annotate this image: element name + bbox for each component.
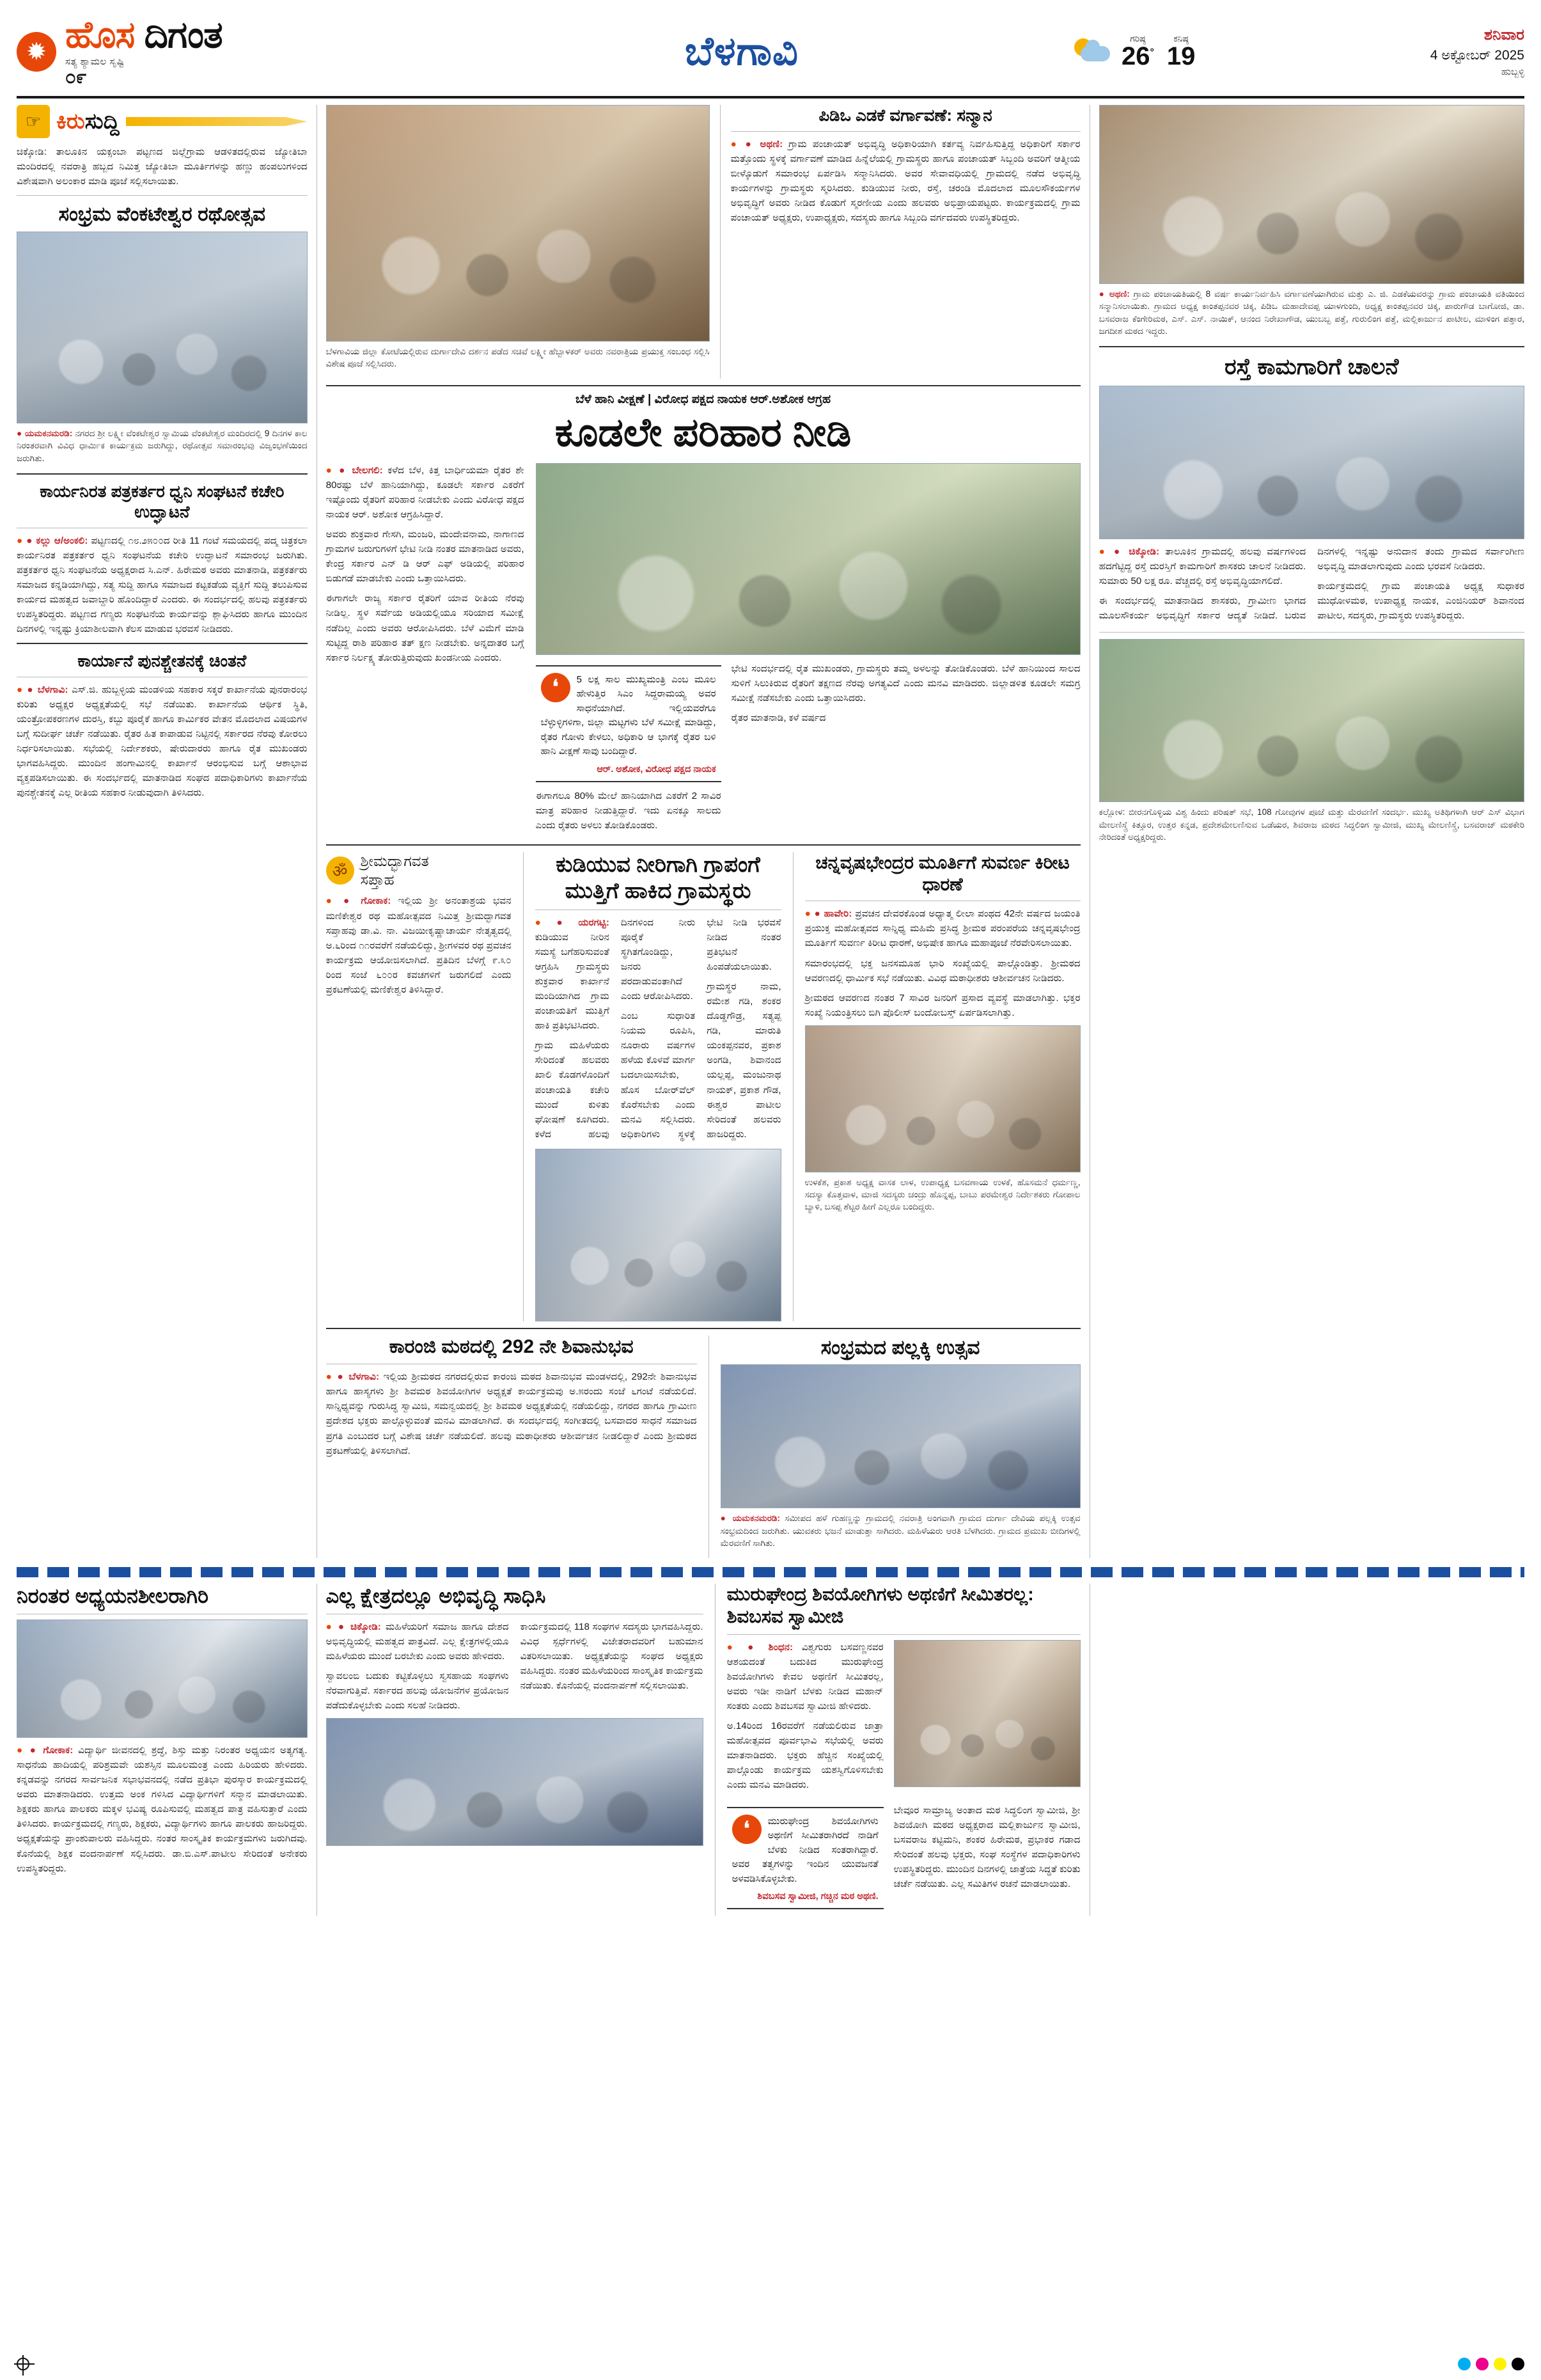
- murughendra-quote-attribution: ಶಿವಬಸವ ಸ್ವಾಮೀಜಿ, ಗಚ್ಚಿನ ಮಠ ಅಥಣಿ.: [757, 1891, 879, 1902]
- magenta-swatch: [1476, 2358, 1489, 2370]
- crown-text-2: ಸಮಾರಂಭದಲ್ಲಿ ಭಕ್ತ ಜನಸಮೂಹ ಭಾರಿ ಸಂಖ್ಯೆಯಲ್ಲಿ ಪಾಲ್ಗೊಂಡಿತ್ತು. ಶ್ರೀಮಠದ ಆವರಣದಲ್ಲಿ ಧಾರ್ಮಿಕ ಸಭೆ ನಡೆಯಿತು. ವಿವಿಧ ಮಠಾಧೀಶರು ಆಶೀರ್ವಚನ ನೀಡಿದರು.: [804, 958, 1081, 984]
- weather-max: ಗರಿಷ್ಠ 26°: [1122, 33, 1154, 71]
- registration-mark-icon: [17, 2358, 29, 2370]
- black-swatch: [1512, 2358, 1524, 2370]
- page-number: ೦೯: [65, 67, 87, 88]
- dev-text-2: ಸ್ವಾವಲಂಬಿ ಬದುಕು ಕಟ್ಟಿಕೊಳ್ಳಲು ಸ್ವಸಹಾಯ ಸಂಘಗಳು ನೆರವಾಗುತ್ತಿವೆ. ಸರ್ಕಾರದ ಹಲವು ಯೋಜನೆಗಳ ಪ್ರಯೋಜನ ಪಡೆದುಕೊಳ್ಳಬೇಕು ಎಂದು ಸಲಹೆ ನೀಡಿದರು.: [325, 1671, 509, 1712]
- bhagavata-title-2: ಸಪ್ತಾಹ: [360, 871, 395, 888]
- masthead: [17, 14, 1524, 99]
- headline-pdo-transfer[interactable]: ಪಿಡಿಒ ಎಡಕೆ ವರ್ಗಾವಣೆ: ಸನ್ಮಾನ: [818, 106, 992, 125]
- school-students-group-photo: [326, 1718, 703, 1846]
- cyan-swatch: [1458, 2358, 1471, 2370]
- om-icon: ॐ: [326, 856, 354, 885]
- palanquin-caption: ● ಯಮಕನಮರಡಿ: ಸಮೀಪದ ಹಳೆ ಗುಹಣ್ಣನ್ನು ಗ್ರಾಮದಲ್ಲಿ ನವರಾತ್ರಿ ಅಂಗವಾಗಿ ಗ್ರಾಮದ ದುರ್ಗಾ ದೇವಿಯ ಪಲ್ಲಕ್ಕಿ ಉತ್ಸವ ಸಂಭ್ರಮದಿಂದ ಜರುಗಿತು. ಯುವಕರು ಭಜನೆ ಮಾಡುತ್ತಾ ಸಾಗಿದರು. ಮಹಿಳೆಯರು ಆರತಿ ಬೆಳಗಿದರು. ಗ್ರಾಮದ ಪ್ರಮುಖ ಬೀದಿಗಳಲ್ಲಿ ಮೆರವಣಿಗೆ ಸಾಗಿತು.: [720, 1513, 1081, 1548]
- headline-karyane[interactable]: ಕಾರ್ಯಾನೆ ಪುನಶ್ಚೇತನಕ್ಕೆ ಚಿಂತನೆ: [77, 651, 247, 671]
- lead-text-credits: ರೈತರ ಮಾತನಾಡಿ, ಕಳೆ ವರ್ಷದ: [731, 712, 826, 723]
- dev-text-3: ಕಾರ್ಯಕ್ರಮದಲ್ಲಿ 118 ಸಂಘಗಳ ಸದಸ್ಯರು ಭಾಗವಹಿಸಿದ್ದರು. ವಿವಿಧ ಸ್ಪರ್ಧೆಗಳಲ್ಲಿ ವಿಜೇತರಾದವರಿಗೆ ಬಹುಮಾನ ವಿತರಿಸಲಾಯಿತು. ಅಧ್ಯಕ್ಷತೆಯನ್ನು ಸಂಘದ ಅಧ್ಯಕ್ಷರು ವಹಿಸಿದ್ದರು. ನಂತರ ಮಹಿಳೆಯರಿಂದ ಸಾಂಸ್ಕೃತಿಕ ಕಾರ್ಯಕ್ರಮ ನಡೆಯಿತು. ಕೊನೆಯಲ್ಲಿ ವಂದನಾರ್ಪಣೆ ಸಲ್ಲಿಸಲಾಯಿತು.: [520, 1621, 703, 1692]
- weather-min: ಕನಿಷ್ಠ 19: [1166, 33, 1196, 71]
- photo-caption-venkateshwara: ● ಯಮಕನಮರಡಿ: ನಗರದ ಶ್ರೀ ಲಕ್ಷ್ಮೀ ವೆಂಕಟೇಶ್ವರ ಸ್ವಾಮಿಯ ವೆಂಕಟೇಶ್ವರ ಮಂದಿರದಲ್ಲಿ 9 ದಿನಗಳ ಕಾಲ ನಿರಂತರವಾಗಿ ವಿವಿಧ ಧಾರ್ಮಿಕ ಕಾರ್ಯಕ್ರಮ ಜರುಗಿದ್ದು, ರಥೋತ್ಸವ ಸಮಾರಂಭವು ವಿಜೃಂಭಣೆಯಿಂದ ಜರುಗಿತು.: [17, 429, 308, 463]
- kiru-suddi-text: ಚಿಕ್ಕೋಡಿ: ತಾಲೂಕಿನ ಯಕ್ಸಂಬಾ ಪಟ್ಟಣದ ಜಿಲ್ಲೆಗ್ರಾಮ ಆಡಳಿತದಲ್ಲಿರುವ ಜ್ಯೋತಿಬಾ ಮಂದಿರದಲ್ಲಿ ನವರಾತ್ರಿ ಹಬ್ಬದ ನಿಮಿತ್ತ ಜ್ಯೋತಿಬಾ ಮೂರ್ತಿಗಳನ್ನು ಹಣ್ಣು ಹಂಪಲುಗಳಿಂದ ವಿಶೇಷವಾಗಿ ಅಲಂಕಾರ ಮಾಡಿ ಪೂಜೆ ಸಲ್ಲಿಸಲಾಯಿತು.: [17, 146, 308, 187]
- bhagavata-title-1: ಶ್ರೀಮದ್ಭಾಗವತ: [360, 852, 429, 869]
- bottom-column-right: [1090, 1584, 1524, 1916]
- water-text-2: ಗ್ರಾಮ ಮಹಿಳೆಯರು ಸೇರಿದಂತೆ ಹಲವರು ಖಾಲಿ ಕೊಡಗಳೊಂದಿಗೆ ಪಂಚಾಯತಿ ಕಚೇರಿ ಮುಂದೆ ಕುಳಿತು ಘೋಷಣೆ ಕೂಗಿದರು. ಕಳೆದ ಹಲವು ದಿನಗಳಿಂದ ನೀರು ಪೂರೈಕೆ ಸ್ಥಗಿತಗೊಂಡಿದ್ದು, ಜನರು ಪರದಾಡುವಂತಾಗಿದೆ ಎಂದು ಆರೋಪಿಸಿದರು.: [535, 917, 696, 1140]
- paper-tagline: ಸತ್ಯ ಶ್ಯಾಮಲ ಸೃಷ್ಟಿ: [65, 56, 125, 67]
- bottom-grid: [17, 1584, 1524, 1916]
- bhagavata-box: [326, 852, 512, 1321]
- yellow-swatch: [1494, 2358, 1506, 2370]
- palanquin-article: [708, 1336, 1081, 1558]
- murughendra-article: ಮುರುಘೇಂದ್ರ ಶಿವಯೋಗಿಗಳು ಅಥಣಿಗೆ ಸೀಮಿತರಲ್ಲ: ಶಿವಬಸವ ಸ್ವಾಮೀಜಿ ● ● ಶಿಂಧನ: ವಿಶ್ವಗುರು ಬಸವಣ್ಣನವರ ಆಶಯದಂತೆ ಬದುಕಿದ ಮುರುಘೇಂದ್ರ ಶಿವಯೋಗಿಗಳು ಕೇವಲ ಅಥಣಿಗೆ ಸೀಮಿತರಲ್ಲ, ಅವರು ಇಡೀ ನಾಡಿಗೆ ಬೆಳಕು ನೀಡಿದ ಮಹಾನ್ ಸಂತರು ಎಂದು ಶಿವಬಸವ ಸ್ವಾಮೀಜಿ ಹೇಳಿದರು. ಅ.14ರಿಂದ 16ರವರೆಗೆ ನಡೆಯಲಿರುವ ಜಾತ್ರಾ ಮಹೋತ್ಸವದ ಪೂರ್ವಭಾವಿ ಸಭೆಯಲ್ಲಿ ಅವರು ಮಾತನಾಡಿದರು. ಭಕ್ತರು ಹೆಚ್ಚಿನ ಸಂಖ್ಯೆಯಲ್ಲಿ ಪಾಲ್ಗೊಂಡು ಕಾರ್ಯಕ್ರಮ ಯಶಸ್ವಿಗೊಳಿಸಬೇಕು ಎಂದು ಮನವಿ ಮಾಡಿದರು. ❛ ಮುರುಘೇಂದ್ರ ಶಿವಯೋಗಿಗಳು ಅಥಣಿಗೆ ಸೀಮಿತರಾಗಿರದೆ ನಾಡಿಗೆ ಬೆಳಕು ನೀಡಿದ ಸಂತರಾಗಿದ್ದಾರೆ. ಅವರ ತತ್ವಗಳನ್ನು ಇಂದಿನ ಯುವಜನತೆ ಅಳವಡಿಸಿಕೊಳ್ಳಬೇಕು. ಶಿವಬಸವ ಸ್ವಾಮೀಜಿ, ಗಚ್ಚಿನ ಮಠ ಅಥಣಿ. ಬೇವೂರ ಸಾಮ್ರಾಜ್ಯ ಅಂತಾದ ಮಠ ಸಿದ್ಧಲಿಂಗ ಸ್ವಾಮೀಜಿ, ಶ್ರೀ ಶಿವಯೋಗಿ ಮಠದ ಅಧ್ಯಕ್ಷರಾದ ಮಲ್ಲಿಕಾರ್ಜುನ ಸ್ವಾಮೀಜಿ, ಬಸವರಾಜ ಕಟ್ಟಿಮನಿ, ಶಂಕರ ಹಿರೇಮಠ, ಪ್ರಭಾಕರ ಗಡಾದ ಸೇರಿದಂತೆ ಹಲವು ಭಕ್ತರು, ಸಂಘ ಸಂಸ್ಥೆಗಳ ಪದಾಧಿಕಾರಿಗಳು ಉಪಸ್ಥಿತರಿದ್ದರು. ಮುಂದಿನ ದಿನಗಳಲ್ಲಿ ಜಾತ್ರೆಯ ಸಿದ್ಧತೆ ಕುರಿತು ಚರ್ಚೆ ನಡೆಯಿತು. ಎಲ್ಲ ಸಮಿತಿಗಳ ರಚನೆ ಮಾಡಲಾಯಿತು.: [715, 1584, 1081, 1916]
- saffron-shawl-group-photo: [1099, 639, 1524, 802]
- pointing-hand-icon: ☞: [17, 105, 50, 138]
- column-right: ● ಅಥಣಿ: ಗ್ರಾಮ ಪಂಚಾಯತಿಯಲ್ಲಿ 8 ವರ್ಷ ಕಾರ್ಯನಿರ್ವಹಿಸಿ ವರ್ಗಾವಣೆಯಾಗಿರುವ ಮತ್ತು ಎ. ಜಿ. ಎಡಕೆಯವರನ್ನು ಗ್ರಾಮ ಪಂಚಾಯತಿ ವತಿಯಿಂದ ಸನ್ಮಾನಿಸಲಾಯಿತು. ಗ್ರಾಮದ ಅಧ್ಯಕ್ಷ ಕಾಂತಪ್ಪನವರ ಚಿಕ್ಕ, ಪಿಡಿಒ ಮಹಾದೇವಪ್ಪ ಯಾಳಗುಂದಿ, ಅಧ್ಯಕ್ಷ ಕಾಂತಪ್ಪನವರ ಚಿಕ್ಕ, ಪಾರುಗೌಡ ಬಾಗೋಜಿ, ಡಾ. ಬಸವರಾಜ ಕೆಂಗೇರಿಮಠ, ಎಸ್. ಎಸ್. ನಾಯಿಕ್, ಆನಂದ ನಿರೇಖಾಗೌಡ, ಯುಬಬ್ಬ ಪತ್ತೆ, ಗುರುಲಿಂಗ ಪತ್ತೆ, ಮಲ್ಲಿಕಾರ್ಜುನ ಪಾಟೀಲ, ಮಾಳಿಂಗ ಪತ್ತಾರ, ಜಗದೀಶ ಮಠದ ಇದ್ದರು. ರಸ್ತೆ ಕಾಮಗಾರಿಗೆ ಚಾಲನೆ ● ● ಚಿಕ್ಕೋಡಿ: ತಾಲೂಕಿನ ಗ್ರಾಮದಲ್ಲಿ ಹಲವು ವರ್ಷಗಳಿಂದ ಹದಗೆಟ್ಟಿದ್ದ ರಸ್ತೆ ದುರಸ್ತಿಗೆ ಕಾಮಗಾರಿಗೆ ಶಾಸಕರು ಚಾಲನೆ ನೀಡಿದರು. ಸುಮಾರು 50 ಲಕ್ಷ ರೂ. ವೆಚ್ಚದಲ್ಲಿ ರಸ್ತೆ ಅಭಿವೃದ್ಧಿಯಾಗಲಿದೆ. ಈ ಸಂದರ್ಭದಲ್ಲಿ ಮಾತನಾಡಿದ ಶಾಸಕರು, ಗ್ರಾಮೀಣ ಭಾಗದ ಮೂಲಸೌಕರ್ಯ ಅಭಿವೃದ್ಧಿಗೆ ಸರ್ಕಾರ ಆದ್ಯತೆ ನೀಡಿದೆ. ಬರುವ ದಿನಗಳಲ್ಲಿ ಇನ್ನಷ್ಟು ಅನುದಾನ ತಂದು ಗ್ರಾಮದ ಸರ್ವಾಂಗೀಣ ಅಭಿವೃದ್ಧಿ ಮಾಡಲಾಗುವುದು ಎಂದು ಭರವಸೆ ನೀಡಿದರು. ಕಾರ್ಯಕ್ರಮದಲ್ಲಿ ಗ್ರಾಮ ಪಂಚಾಯತಿ ಅಧ್ಯಕ್ಷ ಸುಧಾಕರ ಮುಧೋಳಮಠ, ಉಪಾಧ್ಯಕ್ಷ ನಾಯಕ, ಎಂಜಿನಿಯರ್ ಶಿವಾನಂದ ಪಾಟೀಲ, ಸದಸ್ಯರು, ಗ್ರಾಮಸ್ಥರು ಉಪಸ್ಥಿತರಿದ್ದರು. ಕಲ್ಲೋಳ: ಬೀರನಗೊಳ್ಳಿಯ ವಿಶ್ವ ಹಿಂದು ಪರಿಷತ್ ಸಭೆ, 108 ಗೋವುಗಳ ಪೂಜೆ ಮತ್ತು ಮೆರವಣಿಗೆ ಸಂದರ್ಭ. ಮುಖ್ಯ ಅತಿಥಿಗಳಾಗಿ ಆರ್ ಎಸ್ ವಿಭಾಗ ಮೇಲಣಿಸ್ತ್ರೆ ಕಿತ್ತೂರ, ಉತ್ತರ ಕನ್ನಡ, ಪ್ರದೇಶಮೇಲಣಿಸುವ ಒಡೆಯರ, ಶಿವರಾಜ ಮಠದ ಸಿದ್ಧಲಿಂಗ ಸ್ವಾಮೀಜಿ, ಮುಖ್ಯ ಮೇಲಣಿಸ್ತ್ರೆ, ಬಸವರಾಜ್ ಮಠಕೇರಿ ನೇರಿದಂತೆ ಅಧ್ಯಕ್ಷರಿದ್ದರು.: [1090, 105, 1524, 1558]
- headline-murughendra[interactable]: ಮುರುಘೇಂದ್ರ ಶಿವಯೋಗಿಗಳು ಅಥಣಿಗೆ ಸೀಮಿತರಲ್ಲ: ಶಿವಬಸವ ಸ್ವಾಮೀಜಿ: [726, 1584, 1034, 1628]
- quote-mark-icon: ❛: [541, 673, 570, 702]
- lead-headline[interactable]: ಕೂಡಲೇ ಪರಿಹಾರ ನೀಡಿ: [554, 411, 852, 455]
- quote-mark-icon: ❛: [732, 1815, 762, 1844]
- temple-photo-caption: ಬೆಳಗಾವಿಯ ಜಿಲ್ಲಾ ಕೋಟೆಯಲ್ಲಿರುವ ದುರ್ಗಾದೇವಿ ದರ್ಶನ ಪಡೆದ ಸಚಿವೆ ಲಕ್ಷ್ಮೀ ಹೆಬ್ಬಾಳಕರ್ ಅವರು ನವರಾತ್ರಿಯ ಪ್ರಯುಕ್ತ ಸಂಬಂಧ ಸಲ್ಲಿಸಿ ವಿಶೇಷ ಪೂಜೆ ಸಲ್ಲಿಸಿದರು.: [325, 347, 710, 369]
- publication-date: 4 ಅಕ್ಟೋಬರ್ 2025: [1430, 48, 1524, 63]
- water-text-3: ಎಂಬ ಸುಧಾರಿತ ನಿಯಮ ರೂಪಿಸಿ, ನೂರಾರು ವರ್ಷಗಳ ಹಳೆಯ ಕೊಳವೆ ಮಾರ್ಗ ಬದಲಾಯಿಸಬೇಕು, ಹೊಸ ಬೋರ್‌ವೆಲ್ ಕೊರೆಸಬೇಕು ಎಂದು ಮನವಿ ಸಲ್ಲಿಸಿದರು. ಅಧಿಕಾರಿಗಳು ಸ್ಥಳಕ್ಕೆ ಭೇಟಿ ನೀಡಿ ಭರವಸೆ ನೀಡಿದ ನಂತರ ಪ್ರತಿಭಟನೆ ಹಿಂಪಡೆಯಲಾಯಿತು.: [620, 917, 781, 1140]
- content-grid: [17, 105, 1524, 1558]
- murughendra-text-3: ಬೇವೂರ ಸಾಮ್ರಾಜ್ಯ ಅಂತಾದ ಮಠ ಸಿದ್ಧಲಿಂಗ ಸ್ವಾಮೀಜಿ, ಶ್ರೀ ಶಿವಯೋಗಿ ಮಠದ ಅಧ್ಯಕ್ಷರಾದ ಮಲ್ಲಿಕಾರ್ಜುನ ಸ್ವಾಮೀಜಿ, ಬಸವರಾಜ ಕಟ್ಟಿಮನಿ, ಶಂಕರ ಹಿರೇಮಠ, ಪ್ರಭಾಕರ ಗಡಾದ ಸೇರಿದಂತೆ ಹಲವು ಭಕ್ತರು, ಸಂಘ ಸಂಸ್ಥೆಗಳ ಪದಾಧಿಕಾರಿಗಳು ಉಪಸ್ಥಿತರಿದ್ದರು. ಮುಂದಿನ ದಿನಗಳಲ್ಲಿ ಜಾತ್ರೆಯ ಸಿದ್ಧತೆ ಕುರಿತು ಚರ್ಚೆ ನಡೆಯಿತು. ಎಲ್ಲ ಸಮಿತಿಗಳ ರಚನೆ ಮಾಡಲಾಯಿತು.: [893, 1804, 1081, 1890]
- bhagavata-text: ● ● ಗೋಕಾಕ: ಇಲ್ಲಿಯ ಶ್ರೀ ಅನಂತಾಶ್ರಯ ಭವನ ಮಣಿಕೇಶ್ವರ ರಥ ಮಹೋತ್ಸವದ ನಿಮಿತ್ತ ಶ್ರೀಮದ್ಭಾಗವತ ಸಪ್ತಾಹವು ಡಾ.ವಿ. ನಾ. ವಿಜಯೀಕೃಷ್ಣಾಚಾರ್ಯ ನೇತೃತ್ವದಲ್ಲಿ ಅ.೬ರಿಂದ ೧೧ರವರೆಗೆ ನಡೆಯಲಿದ್ದು, ಶ್ರೀಗಳವರ ರಥ ಪ್ರವಚನ ಕಾರ್ಯಕ್ರಮ ಆಯೋಜಿಸಲಾಗಿದೆ. ಪ್ರತಿದಿನ ಬೆಳಗ್ಗೆ ೯.೩೦ ರಿಂದ ಸಂಜೆ ೬೦೦ರ ಕವಚಗಳಿಗೆ ಜರುಗಲಿದೆ ಎಂದು ಪ್ರಕಟಣೆಯಲ್ಲಿ ಮಣಿಕೇಶ್ವರ ತಿಳಿಸಿದ್ದಾರೆ.: [325, 895, 512, 995]
- column-center: [317, 105, 1090, 1558]
- palanquin-festival-photo: [721, 1364, 1081, 1508]
- kiru-suddi-banner: ☞ ಕಿರುಸುದ್ದಿ: [17, 105, 308, 138]
- murughendra-quote-text: ಮುರುಘೇಂದ್ರ ಶಿವಯೋಗಿಗಳು ಅಥಣಿಗೆ ಸೀಮಿತರಾಗಿರದೆ ನಾಡಿಗೆ ಬೆಳಕು ನೀಡಿದ ಸಂತರಾಗಿದ್ದಾರೆ. ಅವರ ತತ್ವಗಳನ್ನು ಇಂದಿನ ಯುವಜನತೆ ಅಳವಡಿಸಿಕೊಳ್ಳಬೇಕು.: [731, 1815, 879, 1884]
- print-registration-bar: [17, 2353, 1524, 2375]
- lead-quote-attribution: ಆರ್. ಅಶೋಕ, ವಿರೋಧ ಪಕ್ಷದ ನಾಯಕ: [597, 764, 716, 775]
- paper-title: ಹೊಸ ದಿಗಂತ: [65, 14, 223, 56]
- crown-photo-caption: ಉಳಕೆಶ, ಪ್ರಕಾಶ ಅಧ್ಯಕ್ಷ ವಾಸಕ ಲಾಳ, ಉಪಾಧ್ಯಕ್ಷ ಬಸವಣಾಯ ಉಳಕೆ, ಹೊಸಮನೆ ಧರ್ಮಣ್ಣ, ಸದಸ್ಯಾ ಕೊತ್ತವಾಳ, ಮಾಜಿ ಸದಸ್ಯರು ಚಂದ್ರು ಹೊನ್ನಪ್ಪ, ಬಾಬು ಪರಮೇಶ್ವರ ನಿರ್ದೇಶಕರು ಗೋಪಾಲ ಬ್ಯಾಳಿ, ಬಸಪ್ಪ ಶೆಟ್ಟರ ಹೀಗೆ ಎಲ್ಲರೂ ಬಂದಿದ್ದರು.: [804, 1177, 1081, 1212]
- section-divider-strip: [17, 1567, 1524, 1577]
- headline-karanji-math[interactable]: ಕಾರಂಜಿ ಮಠದಲ್ಲಿ 292 ನೇ ಶಿವಾನುಭವ: [389, 1336, 634, 1357]
- bottom-column-left: ನಿರಂತರ ಅಧ್ಯಯನಶೀಲರಾಗಿರಿ ● ● ಗೋಕಾಕ: ವಿದ್ಯಾರ್ಥಿ ಜೀವನದಲ್ಲಿ ಶ್ರದ್ಧೆ, ಶಿಸ್ತು ಮತ್ತು ನಿರಂತರ ಅಧ್ಯಯನ ಅತ್ಯಗತ್ಯ. ಸಾಧನೆಯ ಹಾದಿಯಲ್ಲಿ ಪರಿಶ್ರಮವೇ ಯಶಸ್ಸಿನ ಮೂಲಮಂತ್ರ ಎಂದು ಹಿರಿಯರು ಹೇಳಿದರು. ಕನ್ನಡವನ್ನು ನಗರದ ಸಾರ್ವಜನಿಕ ಸಭಾಭವನದಲ್ಲಿ ನಡೆದ ಪ್ರತಿಭಾ ಪುರಸ್ಕಾರ ಕಾರ್ಯಕ್ರಮದಲ್ಲಿ ಅವರು ಮಾತನಾಡಿದರು. ಉತ್ತಮ ಅಂಕ ಗಳಿಸಿದ ವಿದ್ಯಾರ್ಥಿಗಳಿಗೆ ಸನ್ಮಾನ ಮಾಡಲಾಯಿತು. ಶಿಕ್ಷಕರು ಹಾಗೂ ಪಾಲಕರು ಮಕ್ಕಳ ಭವಿಷ್ಯ ರೂಪಿಸುವಲ್ಲಿ ಮಹತ್ವದ ಪಾತ್ರ ವಹಿಸುತ್ತಾರೆ ಎಂದು ತಿಳಿಸಿದರು. ಕಾರ್ಯಕ್ರಮದಲ್ಲಿ ಗಣ್ಯರು, ಶಿಕ್ಷಕರು, ವಿದ್ಯಾರ್ಥಿಗಳು ಹಾಗೂ ಪಾಲಕರು ಹಾಜರಿದ್ದರು. ಅಧ್ಯಕ್ಷತೆಯನ್ನು ಪ್ರಾಂಶುಪಾಲರು ವಹಿಸಿದ್ದರು. ನಂತರ ಸಾಂಸ್ಕೃತಿಕ ಕಾರ್ಯಕ್ರಮಗಳು ಜರುಗಿದವು. ಕೊನೆಯಲ್ಲಿ ಶಿಕ್ಷಕ ವಂದನಾರ್ಪಣೆ ಸಲ್ಲಿಸಿದರು. ಡಾ.ಬಿ.ಎಸ್.ಪಾಟೀಲ ಸೇರಿದಂತೆ ಅನೇಕರು ಉಪಸ್ಥಿತರಿದ್ದರು.: [17, 1584, 317, 1916]
- lead-kicker: ಬೆಳೆ ಹಾನಿ ವೀಕ್ಷಣೆ | ವಿರೋಧ ಪಕ್ಷದ ನಾಯಕ ಆರ್.ಅಶೋಕ ಆಗ್ರಹ: [575, 393, 831, 407]
- pdo-article-text: ● ● ಅಥಣಿ: ಗ್ರಾಮ ಪಂಚಾಯತ್ ಅಭಿವೃದ್ಧಿ ಅಧಿಕಾರಿಯಾಗಿ ಕರ್ತವ್ಯ ನಿರ್ವಹಿಸುತ್ತಿದ್ದ ಅಧಿಕಾರಿಗೆ ಸರ್ಕಾರ ಮತ್ತೊಂದು ಸ್ಥಳಕ್ಕೆ ವರ್ಗಾವಣೆ ಮಾಡಿದ ಹಿನ್ನೆಲೆಯಲ್ಲಿ ಗ್ರಾಮಸ್ಥರು ಹಾಗೂ ಪಂಚಾಯತ್ ಸಿಬ್ಬಂದಿ ಅವರಿಗೆ ಆತ್ಮೀಯ ಬೀಳ್ಕೊಡುಗೆ ಸಮಾರಂಭ ಏರ್ಪಡಿಸಿ ಸನ್ಮಾನಿಸಿದರು. ಅವರ ಸೇವಾವಧಿಯಲ್ಲಿ ಗ್ರಾಮದಲ್ಲಿ ನಡೆದ ಅಭಿವೃದ್ಧಿ ಕಾರ್ಯಗಳನ್ನು ಗ್ರಾಮಸ್ಥರು ಸ್ಮರಿಸಿದರು. ಕುಡಿಯುವ ನೀರು, ರಸ್ತೆ, ಚರಂಡಿ ಮೊದಲಾದ ಮೂಲಸೌಕರ್ಯಗಳ ಅಭಿವೃದ್ಧಿಗೆ ಅವರು ನೀಡಿದ ಕೊಡುಗೆ ಸ್ಮರಣೀಯ ಎಂದು ಹಲವರು ಅಭಿಪ್ರಾಯಪಟ್ಟರು. ಕಾರ್ಯಕ್ರಮದಲ್ಲಿ ಗ್ರಾಮ ಪಂಚಾಯತ್ ಅಧ್ಯಕ್ಷರು, ಉಪಾಧ್ಯಕ್ಷರು, ಸದಸ್ಯರು ಹಾಗೂ ಸಿಬ್ಬಂದಿ ವರ್ಗದವರು ಉಪಸ್ಥಿತರಿದ್ದರು.: [730, 138, 1081, 223]
- crown-article: ಚನ್ನವೃಷಭೇಂದ್ರರ ಮೂರ್ತಿಗೆ ಸುವರ್ಣ ಕಿರೀಟ ಧಾರಣೆ ● ● ಹಾವೇರಿ: ಪ್ರವಚನ ದೇವರಕೊಂಡ ಅಧ್ಯಾತ್ಮ ಲೀಲಾ ಪಂಥದ 42ನೇ ವರ್ಷದ ಜಯಂತಿ ಪ್ರಯುಕ್ತ ಮಹೋತ್ಸವದ ಸಾನ್ನಿಧ್ಯ ಮಹಿಮೆ ಪ್ರಸಿದ್ಧ ಶ್ರೀಮಠ ಪರಂಪರೆಯ ಚನ್ನವೃಷಭೇಂದ್ರ ಮೂರ್ತಿಗೆ ಸುವರ್ಣ ಕಿರೀಟ ಧಾರಣೆ, ಅಭಿಷೇಕ ಹಾಗೂ ಮಹಾಪೂಜೆ ನೆರವೇರಿಸಲಾಯಿತು. ಸಮಾರಂಭದಲ್ಲಿ ಭಕ್ತ ಜನಸಮೂಹ ಭಾರಿ ಸಂಖ್ಯೆಯಲ್ಲಿ ಪಾಲ್ಗೊಂಡಿತ್ತು. ಶ್ರೀಮಠದ ಆವರಣದಲ್ಲಿ ಧಾರ್ಮಿಕ ಸಭೆ ನಡೆಯಿತು. ವಿವಿಧ ಮಠಾಧೀಶರು ಆಶೀರ್ವಚನ ನೀಡಿದರು. ಶ್ರೀಮಠದ ಆವರಣದ ನಂತರ 7 ಸಾವಿರ ಜನರಿಗೆ ಪ್ರಸಾದ ವ್ಯವಸ್ಥೆ ಮಾಡಲಾಗಿತ್ತು. ಭಕ್ತರ ಸಂಖ್ಯೆ ನಿಯಂತ್ರಿಸಲು ಬಿಗಿ ಪೊಲೀಸ್ ಬಂದೋಬಸ್ತ್ ಏರ್ಪಡಿಸಲಾಗಿತ್ತು. ಉಳಕೆಶ, ಪ್ರಕಾಶ ಅಧ್ಯಕ್ಷ ವಾಸಕ ಲಾಳ, ಉಪಾಧ್ಯಕ್ಷ ಬಸವಣಾಯ ಉಳಕೆ, ಹೊಸಮನೆ ಧರ್ಮಣ್ಣ, ಸದಸ್ಯಾ ಕೊತ್ತವಾಳ, ಮಾಜಿ ಸದಸ್ಯರು ಚಂದ್ರು ಹೊನ್ನಪ್ಪ, ಬಾಬು ಪರಮೇಶ್ವರ ನಿರ್ದೇಶಕರು ಗೋಪಾಲ ಬ್ಯಾಳಿ, ಬಸಪ್ಪ ಶೆಟ್ಟರ ಹೀಗೆ ಎಲ್ಲರೂ ಬಂದಿದ್ದರು.: [793, 852, 1081, 1321]
- headline-venkateshwara[interactable]: ಸಂಭ್ರಮ ವೆಂಕಟೇಶ್ವರ ರಥೋತ್ಸವ: [58, 203, 265, 226]
- karyane-article-text: ● ● ಬೆಳಗಾವಿ: ಎಸ್.ಜಿ. ಹುಬ್ಬಳ್ಳಿಯ ಮಂಡಳಿಯ ಸಹಕಾರ ಸಕ್ಕರೆ ಕಾರ್ಖಾನೆಯ ಪುನರಾರಂಭ ಕುರಿತು ಅಧ್ಯಕ್ಷರ ಅಧ್ಯಕ್ಷತೆಯಲ್ಲಿ ಸಭೆ ನಡೆಯಿತು. ಕಾರ್ಖಾನೆಯ ಆರ್ಥಿಕ ಸ್ಥಿತಿ, ಯಂತ್ರೋಪಕರಣಗಳ ದುರಸ್ತಿ, ಕಬ್ಬು ಪೂರೈಕೆ ಹಾಗೂ ಕಾರ್ಮಿಕರ ವೇತನ ಮೊದಲಾದ ವಿಷಯಗಳ ಬಗ್ಗೆ ಸುದೀರ್ಘ ಚರ್ಚೆ ನಡೆಯಿತು. ರೈತರ ಹಿತ ಕಾಪಾಡುವ ನಿಟ್ಟಿನಲ್ಲಿ ಸರ್ಕಾರದ ನೆರವು ಕೋರಲು ನಿರ್ಧರಿಸಲಾಯಿತು. ಸಭೆಯಲ್ಲಿ ನಿರ್ದೇಶಕರು, ಷೇರುದಾರರು ಹಾಗೂ ರೈತ ಮುಖಂಡರು ಭಾಗವಹಿಸಿದ್ದರು. ಮುಂದಿನ ಹಂಗಾಮಿನಲ್ಲಿ ಕಾರ್ಖಾನೆ ಆರಂಭಿಸುವ ಬಗ್ಗೆ ಆಶಾಭಾವ ವ್ಯಕ್ತಪಡಿಸಲಾಯಿತು. ಈ ಸಂದರ್ಭದಲ್ಲಿ ಮಾತನಾಡಿದ ಸಂಘದ ಪದಾಧಿಕಾರಿಗಳು ಕಾರ್ಖಾನೆಯ ಪುನಶ್ಚೇತನಕ್ಕೆ ಎಲ್ಲ ರೀತಿಯ ಸಹಕಾರ ನೀಡುವುದಾಗಿ ತಿಳಿಸಿದರು.: [17, 684, 308, 799]
- weather-widget: [1070, 34, 1281, 70]
- headline-golden-crown[interactable]: ಚನ್ನವೃಷಭೇಂದ್ರರ ಮೂರ್ತಿಗೆ ಸುವರ್ಣ ಕಿರೀಟ ಧಾರಣೆ: [815, 852, 1070, 895]
- day-of-week: ಶನಿವಾರ: [1483, 26, 1524, 43]
- temple-procession-photo: [17, 232, 308, 423]
- felicitation-caption: ● ಅಥಣಿ: ಗ್ರಾಮ ಪಂಚಾಯತಿಯಲ್ಲಿ 8 ವರ್ಷ ಕಾರ್ಯನಿರ್ವಹಿಸಿ ವರ್ಗಾವಣೆಯಾಗಿರುವ ಮತ್ತು ಎ. ಜಿ. ಎಡಕೆಯವರನ್ನು ಗ್ರಾಮ ಪಂಚಾಯತಿ ವತಿಯಿಂದ ಸನ್ಮಾನಿಸಲಾಯಿತು. ಗ್ರಾಮದ ಅಧ್ಯಕ್ಷ ಕಾಂತಪ್ಪನವರ ಚಿಕ್ಕ, ಪಿಡಿಒ ಮಹಾದೇವಪ್ಪ ಯಾಳಗುಂದಿ, ಅಧ್ಯಕ್ಷ ಕಾಂತಪ್ಪನವರ ಚಿಕ್ಕ, ಪಾರುಗೌಡ ಬಾಗೋಜಿ, ಡಾ. ಬಸವರಾಜ ಕೆಂಗೇರಿಮಠ, ಎಸ್. ಎಸ್. ನಾಯಿಕ್, ಆನಂದ ನಿರೇಖಾಗೌಡ, ಯುಬಬ್ಬ ಪತ್ತೆ, ಗುರುಲಿಂಗ ಪತ್ತೆ, ಮಲ್ಲಿಕಾರ್ಜುನ ಪಾಟೀಲ, ಮಾಳಿಂಗ ಪತ್ತಾರ, ಜಗದೀಶ ಮಠದ ಇದ್ದರು.: [1099, 289, 1524, 336]
- development-article: ಎಲ್ಲ ಕ್ಷೇತ್ರದಲ್ಲೂ ಅಭಿವೃದ್ಧಿ ಸಾಧಿಸಿ ● ● ಚಿಕ್ಕೋಡಿ: ಮಹಿಳೆಯರಿಗೆ ಸಮಾಜ ಹಾಗೂ ದೇಶದ ಅಭಿವೃದ್ಧಿಯಲ್ಲಿ ಮಹತ್ವದ ಪಾತ್ರವಿದೆ. ಎಲ್ಲ ಕ್ಷೇತ್ರಗಳಲ್ಲಿಯೂ ಮಹಿಳೆಯರು ಮುಂದೆ ಬರಬೇಕು ಎಂದು ಅವರು ಹೇಳಿದರು. ಸ್ವಾವಲಂಬಿ ಬದುಕು ಕಟ್ಟಿಕೊಳ್ಳಲು ಸ್ವಸಹಾಯ ಸಂಘಗಳು ನೆರವಾಗುತ್ತಿವೆ. ಸರ್ಕಾರದ ಹಲವು ಯೋಜನೆಗಳ ಪ್ರಯೋಜನ ಪಡೆದುಕೊಳ್ಳಬೇಕು ಎಂದು ಸಲಹೆ ನೀಡಿದರು. ಕಾರ್ಯಕ್ರಮದಲ್ಲಿ 118 ಸಂಘಗಳ ಸದಸ್ಯರು ಭಾಗವಹಿಸಿದ್ದರು. ವಿವಿಧ ಸ್ಪರ್ಧೆಗಳಲ್ಲಿ ವಿಜೇತರಾದವರಿಗೆ ಬಹುಮಾನ ವಿತರಿಸಲಾಯಿತು. ಅಧ್ಯಕ್ಷತೆಯನ್ನು ಸಂಘದ ಅಧ್ಯಕ್ಷರು ವಹಿಸಿದ್ದರು. ನಂತರ ಮಹಿಳೆಯರಿಂದ ಸಾಂಸ್ಕೃತಿಕ ಕಾರ್ಯಕ್ರಮ ನಡೆಯಿತು. ಕೊನೆಯಲ್ಲಿ ವಂದನಾರ್ಪಣೆ ಸಲ್ಲಿಸಲಾಯಿತು.: [326, 1584, 703, 1916]
- masthead-logo[interactable]: [17, 14, 413, 88]
- headline-water-protest[interactable]: ಕುಡಿಯುವ ನೀರಿಗಾಗಿ ಗ್ರಾಪಂಗೆ ಮುತ್ತಿಗೆ ಹಾಕಿದ ಗ್ರಾಮಸ್ಥರು: [556, 852, 760, 903]
- murughendra-text-2: ಅ.14ರಿಂದ 16ರವರೆಗೆ ನಡೆಯಲಿರುವ ಜಾತ್ರಾ ಮಹೋತ್ಸವದ ಪೂರ್ವಭಾವಿ ಸಭೆಯಲ್ಲಿ ಅವರು ಮಾತನಾಡಿದರು. ಭಕ್ತರು ಹೆಚ್ಚಿನ ಸಂಖ್ಯೆಯಲ್ಲಿ ಪಾಲ್ಗೊಂಡು ಕಾರ್ಯಕ್ರಮ ಯಶಸ್ವಿಗೊಳಿಸಬೇಕು ಎಂದು ಮನವಿ ಮಾಡಿದರು.: [726, 1721, 884, 1791]
- lead-text-3: ಈಗಾಗಲೇ ರಾಜ್ಯ ಸರ್ಕಾರ ರೈತರಿಗೆ ಯಾವ ರೀತಿಯ ನೆರವು ನೀಡಿಲ್ಲ. ಸ್ಥಳ ಸರ್ವೆಯ ಅಡಿಯಲ್ಲಿಯೂ ಸರಿಯಾದ ಸಮೀಕ್ಷೆ ನಡೆದಿಲ್ಲ ಎಂದು ಅವರು ಆರೋಪಿಸಿದರು. ಬೆಳೆ ವಿಮೆಗೆ ಮಾಡಿ ಸುಟ್ಟಿದ್ದ ರಾಶಿ ಪರಿಹಾರ ತತ್ ಕ್ಷಣ ನೀಡಬೇಕು. ಅನ್ನದಾತರ ಬಗ್ಗೆ ಸರ್ಕಾರ ನಿರ್ಲಕ್ಷ್ಯ ತೋರುತ್ತಿರುವುದು ಖಂಡನೀಯ ಎಂದರು.: [325, 593, 524, 663]
- headline-journalist-office[interactable]: ಕಾರ್ಯನಿರತ ಪತ್ರಕರ್ತರ ಧ್ವನಿ ಸಂಘಟನೆ ಕಚೇರಿ ಉದ್ಘಾಟನೆ: [40, 481, 285, 522]
- edition-title: ಬೆಳಗಾವಿ: [685, 29, 799, 74]
- lead-quote-box: [536, 665, 721, 782]
- water-text-4: ಗ್ರಾಮಸ್ಥರ ನಾಮ, ರಮೇಶ ಗಡಿ, ಶಂಕರ ದೊಡ್ಡಗೌಡ್ರ, ಸತ್ಯಪ್ಪ ಗಡಿ, ಮಾರುತಿ ಯಂಕಪ್ಪನವರ, ಪ್ರಕಾಶ ಅಂಗಡಿ, ಶಿವಾನಂದ ಯಲ್ಲಪ್ಪ, ಮಂಜುನಾಥ ನಾಯಕ್, ಪ್ರಕಾಶ ಗೌಡ, ಈಶ್ವರ ಪಾಟೀಲ ಸೇರಿದಂತೆ ಹಲವರು ಹಾಜರಿದ್ದರು.: [707, 981, 781, 1140]
- masthead-date-block: [1281, 25, 1524, 79]
- paper-logo-icon: ✹: [17, 32, 56, 72]
- headline-palanquin-festival[interactable]: ಸಂಭ್ರಮದ ಪಲ್ಲಕ್ಕಿ ಉತ್ಸವ: [820, 1336, 980, 1359]
- karanji-article: ಕಾರಂಜಿ ಮಠದಲ್ಲಿ 292 ನೇ ಶಿವಾನುಭವ ● ● ಬೆಳಗಾವಿ: ಇಲ್ಲಿಯ ಶ್ರೀಮಠದ ನಗರದಲ್ಲಿರುವ ಕಾರಂಜಿ ಮಠದ ಶಿವಾನುಭವ ಮಂಡಳದಲ್ಲಿ, 292ನೇ ಶಿವಾನುಭವ ಹಾಗೂ ಹಾಸ್ಯಗಳು ಶ್ರೀ ಶಿವಮಠ ಶಿವಯೋಗಿಗಳ ಅಧ್ಯಕ್ಷತೆ ಕಾರ್ಯಕ್ರಮವು ಅ.೫ರಂದು ಸಂಜೆ ೬ಗಂಟೆ ನಡೆಯಲಿದೆ. ಸಾನ್ನಿಧ್ಯವನ್ನು ಗುರುಸಿದ್ಧ ಸ್ವಾಮಿಜಿ, ಸಮನ್ವಯದಲ್ಲಿ ಶ್ರೀ ಶಿವಮಠ ಅಧ್ಯಕ್ಷತೆಯಲ್ಲಿ ನಡೆಯಲಿದ್ದು, ನಗರದ ಹಾಗೂ ಗ್ರಾಮೀಣ ಪ್ರದೇಶದ ಭಕ್ತರು ಪಾಲ್ಗೊಳ್ಳುವಂತೆ ಮನವಿ ಮಾಡಲಾಗಿದೆ. ಈ ಸಂದರ್ಭದಲ್ಲಿ ಸಂಗೀತದಲ್ಲಿ ಬಸವಾದರ ಸಾಧನೆ ಸಮಾಜದ ಪ್ರಗತಿ ಎಂಬುದರ ಬಗ್ಗೆ ವಿಶೇಷ ಚರ್ಚೆ ನಡೆಯಲಿದೆ. ಹಲವು ಮಠಾಧೀಶರು ಆಶೀರ್ವಚನ ನೀಡಲಿದ್ದಾರೆ ಎಂದು ಶ್ರೀಮಠದ ಪ್ರಕಟಣೆಯಲ್ಲಿ ತಿಳಿಸಲಾಗಿದೆ.: [325, 1336, 697, 1456]
- color-swatches: [1458, 2358, 1524, 2370]
- lead-col-a: ● ● ಬೇಲಗಲಿ: ಕಳೆದ ಬೆಳ, ಕಿತ್ತ ಬಾರ್ಧಿಯಮಾ ರೈತರ ಶೇ 80ರಷ್ಟು ಬೆಳೆ ಹಾನಿಯಾಗಿದ್ದು, ಕೂಡಲೇ ಸರ್ಕಾರ ಎಕರೆಗೆ ಇಷ್ಟೊಂದು ರೈತರಿಗೆ ಪರಿಹಾರ ನೀಡಬೇಕು ಎಂದು ವಿರೋಧ ಪಕ್ಷದ ನಾಯಕ ಆರ್. ಅಶೋಕ ಆಗ್ರಹಿಸಿದ್ದಾರೆ. ಅವರು ಶುಕ್ರವಾರ ಗೇಸಗಿ, ಮಂಜರಿ, ಮಂದೇವನಾಮ, ನಾಗಾಣದ ಗ್ರಾಮಗಳ ಜರುಗುಗಳಗೆ ಭೇಟಿ ನೀಡಿ ನಂತರ ಮಾತನಾಡಿದ ಅವರು, ಕೇಂದ್ರ ಸರ್ಕಾರ ಎನ್ ಡಿ ಆರ್ ಎಫ್ ಅಡಿಯಲ್ಲಿ ಪರಿಹಾರ ಬಿಡುಗಡೆ ಮಾಡಬೇಕು ಎಂದು ಒತ್ತಾಯಿಸಿದರು. ಈಗಾಗಲೇ ರಾಜ್ಯ ಸರ್ಕಾರ ರೈತರಿಗೆ ಯಾವ ರೀತಿಯ ನೆರವು ನೀಡಿಲ್ಲ. ಸ್ಥಳ ಸರ್ವೆಯ ಅಡಿಯಲ್ಲಿಯೂ ಸರಿಯಾದ ಸಮೀಕ್ಷೆ ನಡೆದಿಲ್ಲ ಎಂದು ಅವರು ಆರೋಪಿಸಿದರು. ಬೆಳೆ ವಿಮೆಗೆ ಮಾಡಿ ಸುಟ್ಟಿದ್ದ ರಾಶಿ ಪರಿಹಾರ ತತ್ ಕ್ಷಣ ನೀಡಬೇಕು. ಅನ್ನದಾತರ ಬಗ್ಗೆ ಸರ್ಕಾರ ನಿರ್ಲಕ್ಷ್ಯ ತೋರುತ್ತಿರುವುದು ಖಂಡನೀಯ ಎಂದರು.: [326, 463, 524, 838]
- lead-quote-text: 5 ಲಕ್ಷ ಸಾಲ ಮುಖ್ಯಮಂತ್ರಿ ಎಂಬ ಮೂಲ ಹೇಳುತ್ತಿರ ಸಿಎಂ ಸಿದ್ದರಾಮಯ್ಯ ಅವರ ಸಾಧನೆಯಾಗಿದೆ. ಇಲ್ಲಿಯವರೆಗೂ ಬೆಳ್ಳುಳ್ಳಿಗಳಿಗಾ, ಜಿಲ್ಲಾ ಮಟ್ಟಗಳು ಬೆಳೆ ಸಮೀಕ್ಷೆ ಮಾಡಿದ್ದು, ರೈತರ ಗೋಳು ಕೇಳಲು, ಅಧಿಕಾರಿ ಆ ಭಾಗಕ್ಕೆ ರೈತರ ಬಳಿ ಹಾನಿ ವೀಕ್ಷಣೆ ಸಾವು ಬಂದಿದ್ದಾರೆ.: [540, 674, 716, 757]
- journalist-article-text: ● ● ಕಲ್ಲು ಆ/ಅಂಕಲಿ: ಪಟ್ಟಣದಲ್ಲಿ ೧೮.೨೫೦೦ದ ರೀತಿ 11 ಗಂಟೆ ಸಮಯದಲ್ಲಿ ಪದ್ಮ ಚಿತ್ರಕಲಾ ಕಾರ್ಯನಿರತ ಪತ್ರಕರ್ತರ ಧ್ವನಿ ಸಂಘಟನೆಯ ಕಚೇರಿ ಉದ್ಘಾಟನೆ ಸಮಾರಂಭ ಜರುಗಿತು. ಪತ್ರಕರ್ತರ ಧ್ವನಿ ಸಂಘಟನೆಯ ಅಧ್ಯಕ್ಷರಾದ ಸಿ.ಎನ್. ಹಿರೇಮಠ ಅವರು ಮಾತನಾಡಿ, ಪತ್ರಕರ್ತರು ಸಮಾಜದ ಕನ್ನಡಿಯಾಗಿದ್ದು, ಸತ್ಯ ಸುದ್ದಿ ಹಾಗೂ ಸಮಾಜದ ಕಟ್ಟಕಡೆಯ ವ್ಯಕ್ತಿಗೆ ಸುದ್ದಿ ತಲುಪಿಸುವ ಕಾರ್ಯದ ಮಹತ್ವದ ಜವಾಬ್ದಾರಿ ಹೊಂದಿದ್ದಾರೆ ಎಂದರು. ಈ ಸಂದರ್ಭದಲ್ಲಿ ಹಲವು ಪತ್ರಕರ್ತರು ಉಪಸ್ಥಿತರಿದ್ದರು. ಪಟ್ಟಣದ ಗಣ್ಯರು ಸಂಘಟನೆಯ ಕಾರ್ಯವನ್ನು ಶ್ಲಾಘಿಸಿದರು ಹಾಗೂ ಮುಂದಿನ ದಿನಗಳಲ್ಲಿ ಇನ್ನಷ್ಟು ಕ್ರಿಯಾಶೀಲವಾಗಿ ಕೆಲಸ ಮಾಡುವ ಭರವಸೆ ನೀಡಿದರು.: [17, 535, 308, 635]
- road-work-inauguration-photo: [1099, 386, 1524, 539]
- devotees-procession-photo: [805, 1025, 1081, 1172]
- headline-continuous-study[interactable]: ನಿರಂತರ ಅಧ್ಯಯನಶೀಲರಾಗಿರಿ: [17, 1584, 209, 1607]
- print-city: ಹುಬ್ಬಳ್ಳಿ: [1501, 67, 1524, 78]
- villagers-water-pots-protest-photo: [535, 1149, 781, 1321]
- temple-photo-block: [326, 105, 710, 379]
- durga-temple-decoration-photo: [326, 105, 710, 342]
- headline-road-work[interactable]: ರಸ್ತೆ ಕಾಮಗಾರಿಗೆ ಚಾಲನೆ: [1224, 354, 1399, 379]
- column-left: [17, 105, 317, 1558]
- stage-award-ceremony-photo: [17, 1620, 308, 1738]
- vhp-meeting-caption: ಕಲ್ಲೋಳ: ಬೀರನಗೊಳ್ಳಿಯ ವಿಶ್ವ ಹಿಂದು ಪರಿಷತ್ ಸಭೆ, 108 ಗೋವುಗಳ ಪೂಜೆ ಮತ್ತು ಮೆರವಣಿಗೆ ಸಂದರ್ಭ. ಮುಖ್ಯ ಅತಿಥಿಗಳಾಗಿ ಆರ್ ಎಸ್ ವಿಭಾಗ ಮೇಲಣಿಸ್ತ್ರೆ ಕಿತ್ತೂರ, ಉತ್ತರ ಕನ್ನಡ, ಪ್ರದೇಶಮೇಲಣಿಸುವ ಒಡೆಯರ, ಶಿವರಾಜ ಮಠದ ಸಿದ್ಧಲಿಂಗ ಸ್ವಾಮೀಜಿ, ಮುಖ್ಯ ಮೇಲಣಿಸ್ತ್ರೆ, ಬಸವರಾಜ್ ಮಠಕೇರಿ ನೇರಿದಂತೆ ಅಧ್ಯಕ್ಷರಿದ್ದರು.: [1099, 807, 1524, 842]
- road-text-3: ಕಾರ್ಯಕ್ರಮದಲ್ಲಿ ಗ್ರಾಮ ಪಂಚಾಯತಿ ಅಧ್ಯಕ್ಷ ಸುಧಾಕರ ಮುಧೋಳಮಠ, ಉಪಾಧ್ಯಕ್ಷ ನಾಯಕ, ಎಂಜಿನಿಯರ್ ಶಿವಾನಂದ ಪಾಟೀಲ, ಸದಸ್ಯರು, ಗ್ರಾಮಸ್ಥರು ಉಪಸ್ಥಿತರಿದ್ದರು.: [1317, 580, 1524, 622]
- crown-text-3: ಶ್ರೀಮಠದ ಆವರಣದ ನಂತರ 7 ಸಾವಿರ ಜನರಿಗೆ ಪ್ರಸಾದ ವ್ಯವಸ್ಥೆ ಮಾಡಲಾಗಿತ್ತು. ಭಕ್ತರ ಸಂಖ್ಯೆ ನಿಯಂತ್ರಿಸಲು ಬಿಗಿ ಪೊಲೀಸ್ ಬಂದೋಬಸ್ತ್ ಏರ್ಪಡಿಸಲಾಗಿತ್ತು.: [804, 992, 1081, 1018]
- banner-arrow-icon: [126, 117, 308, 126]
- lead-story: [326, 393, 1081, 838]
- pdo-article: [720, 105, 1081, 379]
- lead-text-5: ಈಗಾಗಲೂ 80% ಮೇಲೆ ಹಾನಿಯಾಗಿದ ಎಕರೆಗೆ 2 ಸಾವಿರ ಮಾತ್ರ ಪರಿಹಾರ ನೀಡುತ್ತಿದ್ದಾರೆ. ಇದು ಏನಕ್ಕೂ ಸಾಲದು ಎಂದು ರೈತರು ಅಳಲು ತೋಡಿಕೊಂಡರು.: [535, 790, 721, 831]
- bottom-column-center: [317, 1584, 1090, 1916]
- murughendra-quote-box: [727, 1807, 884, 1910]
- farm-field-inspection-photo: [536, 463, 1081, 655]
- felicitation-group-photo: [1099, 105, 1524, 284]
- book-release-photo: [894, 1640, 1081, 1787]
- sun-cloud-icon: [1070, 37, 1113, 67]
- lead-col-b: [536, 463, 1081, 838]
- headline-development[interactable]: ಎಲ್ಲ ಕ್ಷೇತ್ರದಲ್ಲೂ ಅಭಿವೃದ್ಧಿ ಸಾಧಿಸಿ: [325, 1584, 546, 1607]
- lead-text-4: ಭೇಟಿ ಸಂದರ್ಭದಲ್ಲಿ ರೈತ ಮುಖಂಡರು, ಗ್ರಾಮಸ್ಥರು ತಮ್ಮ ಅಳಲನ್ನು ತೋಡಿಕೊಂಡರು. ಬೆಳೆ ಹಾನಿಯಿಂದ ಸಾಲದ ಸುಳಿಗೆ ಸಿಲುಕಿರುವ ರೈತರಿಗೆ ತಕ್ಷಣದ ನೆರವು ಅಗತ್ಯವಿದೆ ಎಂದು ಮನವಿ ಮಾಡಿದರು. ಜಿಲ್ಲಾಡಳಿತ ಕೂಡಲೇ ಸಮಗ್ರ ಸಮೀಕ್ಷೆ ನಡೆಸಬೇಕು ಎಂದು ಒತ್ತಾಯಿಸಿದರು.: [731, 663, 1081, 704]
- lead-text-2: ಅವರು ಶುಕ್ರವಾರ ಗೇಸಗಿ, ಮಂಜರಿ, ಮಂದೇವನಾಮ, ನಾಗಾಣದ ಗ್ರಾಮಗಳ ಜರುಗುಗಳಗೆ ಭೇಟಿ ನೀಡಿ ನಂತರ ಮಾತನಾಡಿದ ಅವರು, ಕೇಂದ್ರ ಸರ್ಕಾರ ಎನ್ ಡಿ ಆರ್ ಎಫ್ ಅಡಿಯಲ್ಲಿ ಪರಿಹಾರ ಬಿಡುಗಡೆ ಮಾಡಬೇಕು ಎಂದು ಒತ್ತಾಯಿಸಿದರು.: [325, 529, 524, 585]
- road-text-2: ಈ ಸಂದರ್ಭದಲ್ಲಿ ಮಾತನಾಡಿದ ಶಾಸಕರು, ಗ್ರಾಮೀಣ ಭಾಗದ ಮೂಲಸೌಕರ್ಯ ಅಭಿವೃದ್ಧಿಗೆ ಸರ್ಕಾರ ಆದ್ಯತೆ ನೀಡಿದೆ. ಬರುವ ದಿನಗಳಲ್ಲಿ ಇನ್ನಷ್ಟು ಅನುದಾನ ತಂದು ಗ್ರಾಮದ ಸರ್ವಾಂಗೀಣ ಅಭಿವೃದ್ಧಿ ಮಾಡಲಾಗುವುದು ಎಂದು ಭರವಸೆ ನೀಡಿದರು.: [1099, 546, 1524, 622]
- water-protest-article: ಕುಡಿಯುವ ನೀರಿಗಾಗಿ ಗ್ರಾಪಂಗೆ ಮುತ್ತಿಗೆ ಹಾಕಿದ ಗ್ರಾಮಸ್ಥರು ● ● ಯರಗಟ್ಟಿ: ಕುಡಿಯುವ ನೀರಿನ ಸಮಸ್ಯೆ ಬಗೆಹರಿಸುವಂತೆ ಆಗ್ರಹಿಸಿ ಗ್ರಾಮಸ್ಥರು ಶುಕ್ರವಾರ ಕಾರ್ಖಾನೆ ಮಂದಿಯಾಗಿದ ಗ್ರಾಮ ಪಂಚಾಯತಿಗೆ ಮುತ್ತಿಗೆ ಹಾಕಿ ಪ್ರತಿಭಟಿಸಿದರು. ಗ್ರಾಮ ಮಹಿಳೆಯರು ಸೇರಿದಂತೆ ಹಲವರು ಖಾಲಿ ಕೊಡಗಳೊಂದಿಗೆ ಪಂಚಾಯತಿ ಕಚೇರಿ ಮುಂದೆ ಕುಳಿತು ಘೋಷಣೆ ಕೂಗಿದರು. ಕಳೆದ ಹಲವು ದಿನಗಳಿಂದ ನೀರು ಪೂರೈಕೆ ಸ್ಥಗಿತಗೊಂಡಿದ್ದು, ಜನರು ಪರದಾಡುವಂತಾಗಿದೆ ಎಂದು ಆರೋಪಿಸಿದರು. ಎಂಬ ಸುಧಾರಿತ ನಿಯಮ ರೂಪಿಸಿ, ನೂರಾರು ವರ್ಷಗಳ ಹಳೆಯ ಕೊಳವೆ ಮಾರ್ಗ ಬದಲಾಯಿಸಬೇಕು, ಹೊಸ ಬೋರ್‌ವೆಲ್ ಕೊರೆಸಬೇಕು ಎಂದು ಮನವಿ ಸಲ್ಲಿಸಿದರು. ಅಧಿಕಾರಿಗಳು ಸ್ಥಳಕ್ಕೆ ಭೇಟಿ ನೀಡಿ ಭರವಸೆ ನೀಡಿದ ನಂತರ ಪ್ರತಿಭಟನೆ ಹಿಂಪಡೆಯಲಾಯಿತು. ಗ್ರಾಮಸ್ಥರ ನಾಮ, ರಮೇಶ ಗಡಿ, ಶಂಕರ ದೊಡ್ಡಗೌಡ್ರ, ಸತ್ಯಪ್ಪ ಗಡಿ, ಮಾರುತಿ ಯಂಕಪ್ಪನವರ, ಪ್ರಕಾಶ ಅಂಗಡಿ, ಶಿವಾನಂದ ಯಲ್ಲಪ್ಪ, ಮಂಜುನಾಥ ನಾಯಕ್, ಪ್ರಕಾಶ ಗೌಡ, ಈಶ್ವರ ಪಾಟೀಲ ಸೇರಿದಂತೆ ಹಲವರು ಹಾಜರಿದ್ದರು.: [523, 852, 781, 1321]
